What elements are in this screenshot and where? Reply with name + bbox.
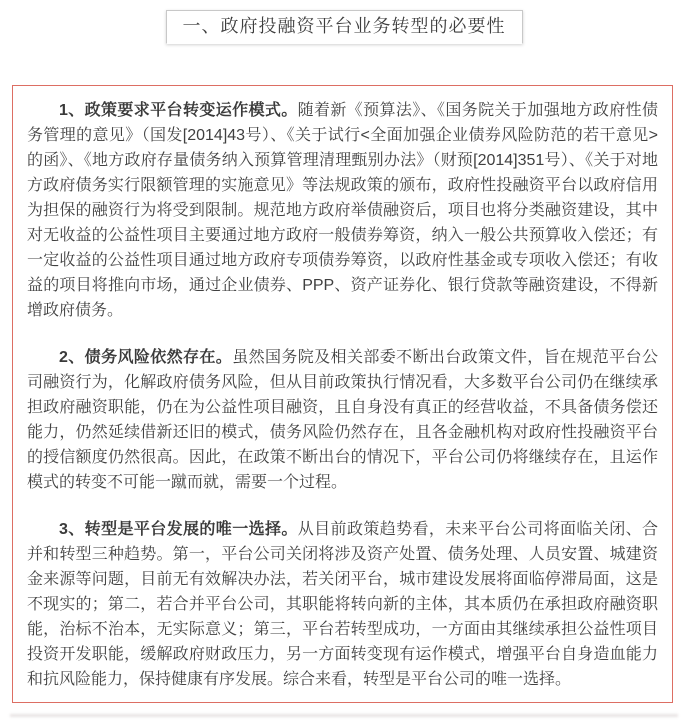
section-header bbox=[0, 0, 688, 44]
paragraph-lead: 3、转型是平台发展的唯一选择。 bbox=[59, 521, 298, 538]
paragraph-body: 从目前政策趋势看，未来平台公司将面临关闭、合并和转型三种趋势。第一，平台公司关闭将涉及资产处置、债务处理、人员安置、城建资金来源等问题，目前无有效解决办法，若关闭平台，城市建设发展将面临停滞局面，这是不现实的；第二，若合并平台公司，其职能将转向新的主体，其本质仍在承担政府融资职能，治标不治本，无实际意义；第三，平台若转型成功，一方面由其继续承担公益性项目投资开发职能，缓解政府财政压力，另一方面转变现有运作模式，增强平台自身造血能力和抗风险能力，保持健康有序发展。综合来看，转型是平台公司的唯一选择。 bbox=[27, 521, 658, 688]
page-shadow bbox=[10, 714, 678, 717]
paragraph-lead: 1、政策要求平台转变运作模式。 bbox=[59, 102, 298, 119]
paragraph bbox=[27, 517, 658, 692]
paragraph-body: 虽然国务院及相关部委不断出台政策文件，旨在规范平台公司融资行为，化解政府债务风险，但从目前政策执行情况看，大多数平台公司仍在继续承担政府融资职能，仍在为公益性项目融资，且自身没有真正的经营收益，不具备债务偿还能力，仍然延续借新还旧的模式，债务风险仍然存在，且各金融机构对政府性投融资平台的授信额度仍然很高。因此，在政策不断出台的情况下，平台公司仍将继续存在，且运作模式的转变不可能一蹴而就，需要一个过程。 bbox=[27, 349, 658, 491]
paragraph-body: 随着新《预算法》、《国务院关于加强地方政府性债务管理的意见》（国发[2014]43号）、《关于试行<全面加强企业债券风险防范的若干意见>的函》、《地方政府存量债务纳入预算管理清理甄别办法》（财预[2014]351号）、《关于对地方政府债务实行限额管理的实施意见》等法规政策的颁布，政府性投融资平台以政府信用为担保的融资行为将受到限制。规范地方政府举债融资后，项目也将分类融资建设，其中对无收益的公益性项目主要通过地方政府一般债券筹资，纳入一般公共预算收入偿还；有一定收益的公益性项目通过地方政府专项债券筹资，以政府性基金或专项收入偿还；有收益的项目将推向市场，通过企业债券、PPP、资产证券化、银行贷款等融资建设，不得新增政府债务。 bbox=[27, 102, 658, 319]
paragraph-lead: 2、债务风险依然存在。 bbox=[59, 349, 233, 366]
paragraph bbox=[27, 345, 658, 495]
paragraph bbox=[27, 98, 658, 323]
content-panel bbox=[12, 85, 673, 703]
section-title: 一、政府投融资平台业务转型的必要性 bbox=[166, 10, 523, 44]
